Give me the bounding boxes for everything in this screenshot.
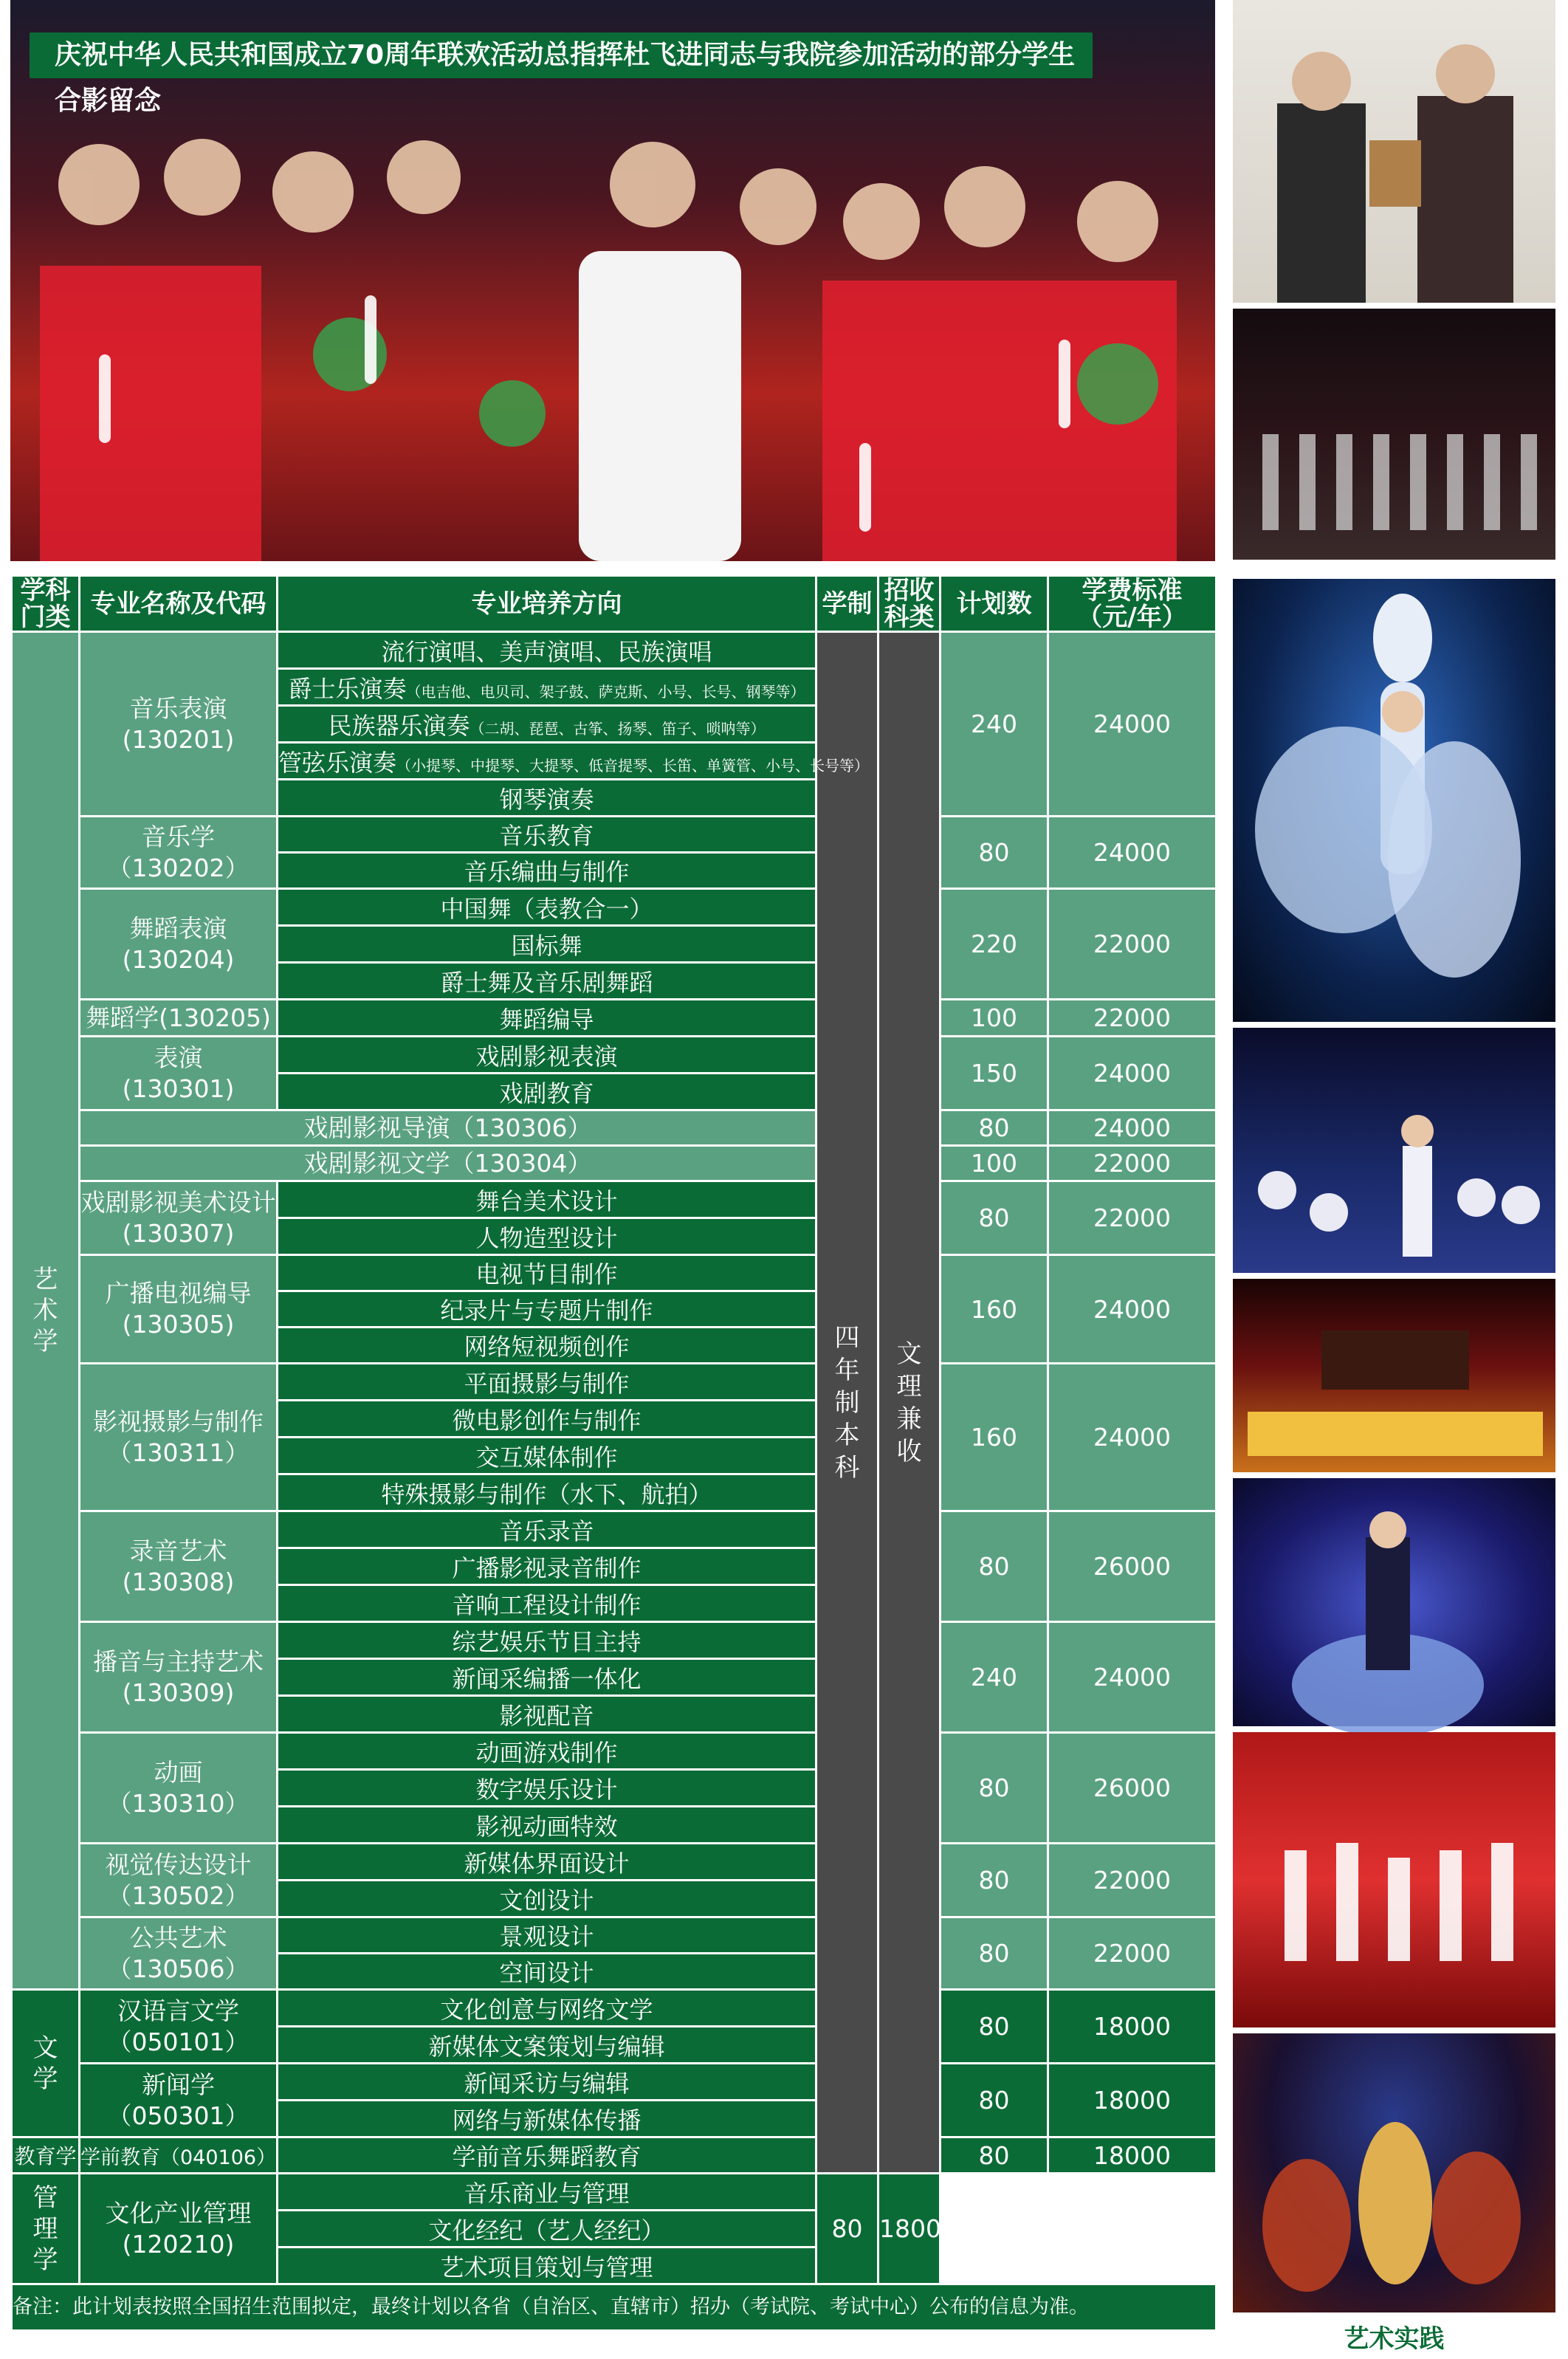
fee-cell: 24000 — [1048, 1110, 1217, 1146]
direction-cell: 音乐商业与管理 — [278, 2174, 816, 2211]
direction-cell: 学前音乐舞蹈教育 — [278, 2137, 816, 2174]
major-cell: 戏剧影视文学（130304） — [80, 1146, 816, 1181]
fee-cell: 26000 — [1048, 1733, 1217, 1844]
direction-cell: 影视配音 — [278, 1696, 816, 1733]
direction-cell: 数字娱乐设计 — [278, 1770, 816, 1807]
direction-cell: 空间设计 — [278, 1954, 816, 1990]
col-header-fee: 学费标准 （元/年） — [1048, 576, 1217, 632]
direction-cell: 新媒体界面设计 — [278, 1844, 816, 1881]
plan-cell: 240 — [941, 1622, 1048, 1733]
fee-cell: 18000 — [1048, 2064, 1217, 2137]
direction-cell: 人物造型设计 — [278, 1218, 816, 1255]
major-cell: 音乐表演 (130201) — [80, 632, 278, 817]
plan-cell: 220 — [941, 889, 1048, 1000]
category-art: 艺术学 — [12, 632, 80, 1990]
plan-cell: 80 — [941, 2137, 1048, 2174]
direction-cell: 电视节目制作 — [278, 1255, 816, 1291]
fee-cell: 24000 — [1048, 1255, 1217, 1364]
direction-cell: 文化创意与网络文学 — [278, 1990, 816, 2027]
direction-cell: 网络与新媒体传播 — [278, 2101, 816, 2137]
col-header-category: 学科 门类 — [12, 576, 80, 632]
plan-cell: 80 — [941, 1844, 1048, 1917]
major-cell: 录音艺术 (130308) — [80, 1511, 278, 1622]
plan-cell: 160 — [941, 1364, 1048, 1511]
fee-cell: 24000 — [1048, 1364, 1217, 1511]
plan-cell: 80 — [941, 1990, 1048, 2064]
direction-cell: 音乐教育 — [278, 817, 816, 853]
category-management: 管理学 — [12, 2174, 80, 2284]
fee-cell: 22000 — [1048, 1000, 1217, 1037]
direction-cell: 交互媒体制作 — [278, 1438, 816, 1474]
duration-cell: 四年制本科 — [816, 632, 878, 2174]
direction-cell: 特殊摄影与制作（水下、航拍） — [278, 1474, 816, 1511]
plan-cell: 240 — [941, 632, 1048, 817]
col-header-subject: 招收 科类 — [878, 576, 941, 632]
fee-cell: 22000 — [1048, 1146, 1217, 1181]
direction-cell: 平面摄影与制作 — [278, 1364, 816, 1401]
award-photo — [1233, 0, 1555, 303]
major-cell: 文化产业管理 (120210) — [80, 2174, 278, 2284]
direction-cell: 文化经纪（艺人经纪） — [278, 2211, 816, 2248]
plan-cell: 80 — [941, 817, 1048, 889]
col-header-plan: 计划数 — [941, 576, 1048, 632]
dance-photo-red — [1233, 1732, 1555, 2027]
fee-cell: 22000 — [1048, 1844, 1217, 1917]
fee-cell: 24000 — [1048, 1037, 1217, 1110]
direction-cell: 新闻采编播一体化 — [278, 1659, 816, 1696]
direction-cell: 音乐编曲与制作 — [278, 853, 816, 889]
fee-cell: 18000 — [1048, 1990, 1217, 2064]
major-cell: 公共艺术 （130506） — [80, 1917, 278, 1990]
direction-cell: 艺术项目策划与管理 — [278, 2248, 816, 2284]
direction-cell: 新媒体文案策划与编辑 — [278, 2027, 816, 2064]
direction-cell: 国标舞 — [278, 926, 816, 963]
major-cell: 学前教育（040106） — [80, 2137, 278, 2174]
major-cell: 音乐学 （130202） — [80, 817, 278, 889]
major-cell: 表演 (130301) — [80, 1037, 278, 1110]
col-header-major: 专业名称及代码 — [80, 576, 278, 632]
plan-cell: 100 — [941, 1146, 1048, 1181]
direction-cell: 微电影创作与制作 — [278, 1401, 816, 1438]
major-cell: 舞蹈学(130205) — [80, 1000, 278, 1037]
fee-cell: 18000 — [878, 2174, 941, 2284]
dance-photo-ballroom — [1233, 1478, 1555, 1726]
direction-cell: 民族器乐演奏（二胡、琵琶、古筝、扬琴、笛子、唢呐等） — [278, 706, 816, 743]
dance-photo-palace — [1233, 1279, 1555, 1472]
direction-cell: 文创设计 — [278, 1881, 816, 1917]
direction-cell: 爵士乐演奏（电吉他、电贝司、架子鼓、萨克斯、小号、长号、钢琴等） — [278, 669, 816, 706]
category-literature: 文学 — [12, 1990, 80, 2137]
photo-caption: 艺术实践 — [1344, 2324, 1445, 2354]
footnote: 备注：此计划表按照全国招生范围拟定，最终计划以各省（自治区、直辖市）招办（考试院、考试中心）公布的信息为准。 — [12, 2284, 1217, 2331]
major-cell: 汉语言文学 （050101） — [80, 1990, 278, 2064]
direction-cell: 戏剧教育 — [278, 1074, 816, 1110]
major-cell: 动画 （130310） — [80, 1733, 278, 1844]
major-cell: 影视摄影与制作 （130311） — [80, 1364, 278, 1511]
major-cell: 戏剧影视美术设计 (130307) — [80, 1181, 278, 1255]
direction-cell: 中国舞（表教合一） — [278, 889, 816, 926]
fee-cell: 18000 — [1048, 2137, 1217, 2174]
direction-cell: 舞台美术设计 — [278, 1181, 816, 1218]
direction-cell: 影视动画特效 — [278, 1807, 816, 1844]
col-header-direction: 专业培养方向 — [278, 576, 816, 632]
plan-cell: 100 — [941, 1000, 1048, 1037]
major-cell: 视觉传达设计 （130502） — [80, 1844, 278, 1917]
admissions-table — [10, 574, 1217, 2332]
direction-cell: 爵士舞及音乐剧舞蹈 — [278, 963, 816, 1000]
direction-cell: 戏剧影视表演 — [278, 1037, 816, 1074]
major-cell: 广播电视编导 (130305) — [80, 1255, 278, 1364]
fee-cell: 22000 — [1048, 1181, 1217, 1255]
plan-cell: 80 — [941, 1511, 1048, 1622]
fee-cell: 24000 — [1048, 632, 1217, 817]
banner-title: 庆祝中华人民共和国成立70周年联欢活动总指挥杜飞进同志与我院参加活动的部分学生合影留念 — [30, 32, 1093, 78]
direction-cell: 管弦乐演奏（小提琴、中提琴、大提琴、低音提琴、长笛、单簧管、小号、长号等） — [278, 743, 816, 780]
direction-cell: 动画游戏制作 — [278, 1733, 816, 1770]
direction-cell: 钢琴演奏 — [278, 780, 816, 817]
subject-cell: 文理兼收 — [878, 632, 941, 2174]
direction-cell: 景观设计 — [278, 1917, 816, 1954]
direction-cell: 纪录片与专题片制作 — [278, 1291, 816, 1328]
plan-cell: 80 — [816, 2174, 878, 2284]
plan-cell: 80 — [941, 1181, 1048, 1255]
plan-cell: 80 — [941, 1733, 1048, 1844]
fee-cell: 22000 — [1048, 889, 1217, 1000]
direction-cell: 综艺娱乐节目主持 — [278, 1622, 816, 1659]
direction-cell: 舞蹈编导 — [278, 1000, 816, 1037]
group-photo — [10, 0, 1215, 561]
fee-cell: 24000 — [1048, 817, 1217, 889]
direction-cell: 网络短视频创作 — [278, 1328, 816, 1364]
dance-photo-stage — [1233, 1028, 1555, 1273]
category-education: 教育学 — [12, 2137, 80, 2174]
fee-cell: 24000 — [1048, 1622, 1217, 1733]
dance-photo-ethnic — [1233, 2033, 1555, 2312]
plan-cell: 160 — [941, 1255, 1048, 1364]
dance-photo-porcelain — [1233, 579, 1555, 1022]
fee-cell: 26000 — [1048, 1511, 1217, 1622]
major-cell: 新闻学 （050301） — [80, 2064, 278, 2137]
ceremony-photo — [1233, 309, 1555, 560]
major-cell: 戏剧影视导演（130306） — [80, 1110, 816, 1146]
direction-cell: 流行演唱、美声演唱、民族演唱 — [278, 632, 816, 669]
plan-cell: 80 — [941, 2064, 1048, 2137]
plan-cell: 80 — [941, 1110, 1048, 1146]
direction-cell: 广播影视录音制作 — [278, 1548, 816, 1585]
major-cell: 播音与主持艺术 (130309) — [80, 1622, 278, 1733]
plan-cell: 80 — [941, 1917, 1048, 1990]
col-header-duration: 学制 — [816, 576, 878, 632]
major-cell: 舞蹈表演 (130204) — [80, 889, 278, 1000]
plan-cell: 150 — [941, 1037, 1048, 1110]
direction-cell: 新闻采访与编辑 — [278, 2064, 816, 2101]
direction-cell: 音响工程设计制作 — [278, 1585, 816, 1622]
fee-cell: 22000 — [1048, 1917, 1217, 1990]
direction-cell: 音乐录音 — [278, 1511, 816, 1548]
